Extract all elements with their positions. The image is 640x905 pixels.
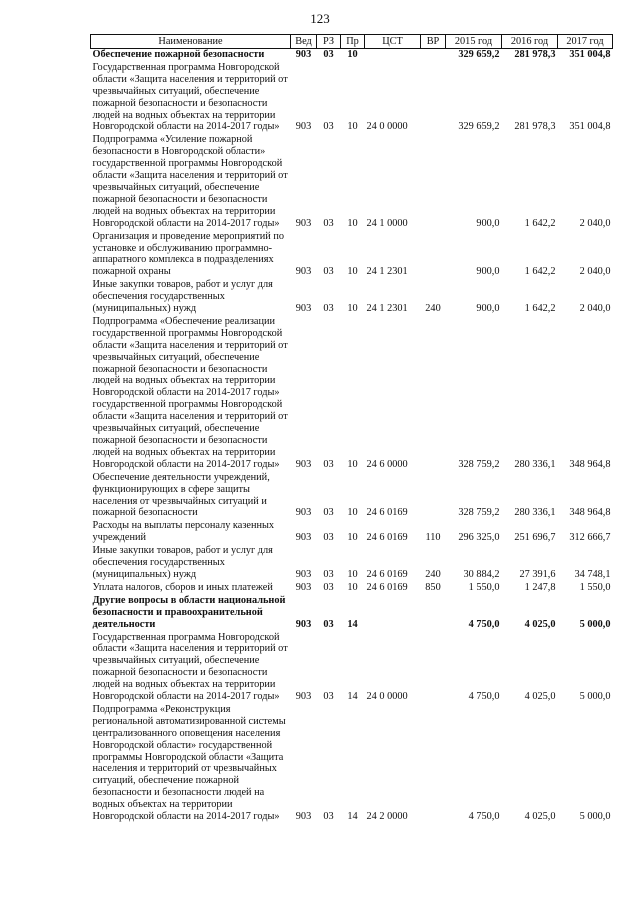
row-2016-cell: 1 642,2 [524,217,556,229]
row-vr-cell [421,472,446,521]
row-rz-cell: 03 [323,618,334,630]
row-cst-cell [365,49,421,62]
row-cst-cell: 24 1 0000 [366,217,408,229]
row-rz-cell: 03 [323,217,334,229]
table-row [91,704,613,824]
row-rz-cell: 03 [323,458,334,470]
row-2017-cell: 351 004,8 [569,49,611,60]
row-2016-cell: 281 978,3 [514,49,556,60]
row-pr-cell: 14 [347,618,358,630]
row-2016-cell: 1 642,2 [524,303,556,315]
row-2015-cell: 329 659,2 [458,49,500,60]
row-cst-cell: 24 6 0169 [366,581,408,593]
row-2015-cell: 328 759,2 [458,507,500,519]
row-ved-cell: 903 [295,217,312,229]
row-2015-cell: 4 750,0 [468,811,500,823]
column-header-name: Наименование [91,35,291,49]
row-vr-cell [421,316,446,472]
row-ved-cell: 903 [295,458,312,470]
row-2015-cell: 329 659,2 [458,121,500,133]
row-rz-cell: 03 [323,811,334,823]
row-rz-cell: 03 [323,303,334,315]
row-name-cell: Государственная программа Новгородской области «Защита населения и территорий от чрезвычайных ситуаций, обеспечение пожарной безопасности и безопасности людей на водных объектах на территории Новгородской области на 2014-2017 годы» [92,631,288,703]
row-vr-cell [421,632,446,704]
row-2015-cell: 4 750,0 [468,691,500,703]
row-name-cell: Другие вопросы в области национальной безопасности и правоохранительной деятельности [92,594,286,630]
row-vr-cell: 240 [425,568,441,580]
row-ved-cell: 903 [295,507,312,519]
row-ved-cell: 903 [295,618,312,630]
table-row [91,134,613,230]
row-2017-cell: 348 964,8 [569,458,611,470]
row-2017-cell: 5 000,0 [579,691,611,703]
column-header-cst: ЦСТ [365,35,421,49]
row-rz-cell: 03 [323,532,334,544]
row-2017-cell: 2 040,0 [579,217,611,229]
row-ved-cell: 903 [295,581,312,593]
row-rz-cell: 03 [323,266,334,278]
row-rz-cell: 03 [323,568,334,580]
row-cst-cell: 24 6 0169 [366,507,408,519]
column-header-2016: 2016 год [502,35,558,49]
row-pr-cell: 10 [347,121,358,133]
row-cst-cell: 24 6 0169 [366,568,408,580]
row-2015-cell: 1 550,0 [468,581,500,593]
row-2015-cell: 900,0 [476,266,500,278]
row-2015-cell: 296 325,0 [458,532,500,544]
row-rz-cell: 03 [323,507,334,519]
row-2015-cell: 900,0 [476,217,500,229]
column-header-2015: 2015 год [446,35,502,49]
row-2015-cell: 4 750,0 [468,618,500,630]
row-ved-cell: 903 [295,121,312,133]
table-row [91,316,613,472]
row-pr-cell: 10 [347,217,358,229]
row-vr-cell [421,231,446,280]
row-2017-cell: 351 004,8 [569,121,611,133]
row-2015-cell: 30 884,2 [463,568,500,580]
row-2016-cell: 4 025,0 [524,618,556,630]
row-2017-cell: 5 000,0 [579,618,611,630]
table-row [91,49,613,62]
budget-table [90,34,613,824]
table-body [91,49,613,825]
row-pr-cell: 10 [347,49,358,60]
row-vr-cell [421,704,446,824]
row-rz-cell: 03 [323,49,334,60]
row-ved-cell: 903 [295,532,312,544]
row-name-cell: Расходы на выплаты персоналу казенных учреждений [92,520,275,544]
row-cst-cell: 24 1 2301 [366,303,408,315]
row-2017-cell: 34 748,1 [574,568,611,580]
row-name-cell: Подпрограмма «Усиление пожарной безопасности в Новгородской области» государственной программы Новгородской области «Защита населения и территорий от чрезвычайных ситуаций, обеспечение пожарной безопасности и безопасности людей на водных объектах на территории Новгородской области на 2014-2017 годы» [92,134,288,229]
table-row [91,62,613,134]
table-header-row [91,35,613,49]
column-header-vr: ВР [421,35,446,49]
row-name-cell: Организация и проведение мероприятий по установке и обслуживанию программно-аппаратного комплекса в подразделениях пожарной охраны [92,230,285,278]
row-2015-cell: 328 759,2 [458,458,500,470]
row-pr-cell: 10 [347,507,358,519]
table-row [91,632,613,704]
table-row [91,231,613,280]
row-ved-cell: 903 [295,303,312,315]
row-name-cell: Иные закупки товаров, работ и услуг для обеспечения государственных (муниципальных) нужд [92,279,273,315]
row-2017-cell: 1 550,0 [579,581,611,593]
row-pr-cell: 10 [347,303,358,315]
row-rz-cell: 03 [323,581,334,593]
table-row [91,279,613,316]
row-vr-cell [421,134,446,230]
row-2016-cell: 1 642,2 [524,266,556,278]
row-vr-cell [421,595,446,632]
row-2017-cell: 312 666,7 [569,532,611,544]
row-ved-cell: 903 [295,49,312,60]
row-2016-cell: 251 696,7 [514,532,556,544]
row-pr-cell: 10 [347,568,358,580]
row-ved-cell: 903 [295,568,312,580]
row-pr-cell: 10 [347,266,358,278]
table-row [91,545,613,582]
row-cst-cell: 24 0 0000 [366,121,408,133]
table-row [91,582,613,595]
row-name-cell: Обеспечение деятельности учреждений, функционирующих в сфере защиты населения от чрезвычайных ситуаций и пожарной безопасности [92,471,270,519]
row-cst-cell: 24 6 0169 [366,532,408,544]
row-name-cell: Подпрограмма «Обеспечение реализации государственной программы Новгородской области «Защита населения и территорий от чрезвычайных ситуаций, обеспечение пожарной безопасности и безопасности людей на водных объектах на территории Новгородской области на 2014-2017 годы» государственной программы Новгородской области «Защита населения и территорий от чрезвычайных ситуаций, обеспечение пожарной безопасности и безопасности людей на водных объектах на территории Новгородской области на 2014-2017 годы» [92,315,288,470]
row-2016-cell: 280 336,1 [514,507,556,519]
row-2016-cell: 4 025,0 [524,811,556,823]
row-cst-cell [365,595,421,632]
row-ved-cell: 903 [295,811,312,823]
row-name-cell: Подпрограмма «Реконструкция региональной автоматизированной системы централизованного оповещения населения Новгородской области» государственной программы Новгородской области «Защита населения и территорий от чрезвычайных ситуаций, обеспечение пожарной безопасности и безопасности людей на водных объектах на территории Новгородской области на 2014-2017 годы» [92,703,286,823]
row-2017-cell: 2 040,0 [579,303,611,315]
row-2016-cell: 4 025,0 [524,691,556,703]
column-header-2017: 2017 год [558,35,613,49]
row-pr-cell: 10 [347,532,358,544]
row-2016-cell: 1 247,8 [524,581,556,593]
page-number: 123 [310,11,330,26]
row-name-cell: Обеспечение пожарной безопасности [92,49,265,60]
row-cst-cell: 24 6 0000 [366,458,408,470]
row-vr-cell: 240 [425,303,441,315]
row-pr-cell: 14 [347,691,358,703]
row-pr-cell: 14 [347,811,358,823]
row-cst-cell: 24 1 2301 [366,266,408,278]
table-row [91,520,613,545]
row-cst-cell: 24 2 0000 [366,811,408,823]
row-ved-cell: 903 [295,691,312,703]
row-rz-cell: 03 [323,691,334,703]
row-vr-cell [421,62,446,134]
column-header-pr: Пр [341,35,365,49]
row-2017-cell: 5 000,0 [579,811,611,823]
row-pr-cell: 10 [347,581,358,593]
row-2016-cell: 27 391,6 [519,568,556,580]
row-name-cell: Государственная программа Новгородской области «Защита населения и территорий от чрезвычайных ситуаций, обеспечение пожарной безопасности и безопасности людей на водных объектах на территории Новгородской области на 2014-2017 годы» [92,61,288,133]
row-pr-cell: 10 [347,458,358,470]
row-2016-cell: 280 336,1 [514,458,556,470]
column-header-ved: Вед [291,35,317,49]
column-header-rz: РЗ [317,35,341,49]
row-vr-cell: 110 [425,532,441,544]
row-2016-cell: 281 978,3 [514,121,556,133]
row-ved-cell: 903 [295,266,312,278]
table-row [91,472,613,521]
row-cst-cell: 24 0 0000 [366,691,408,703]
row-vr-cell [421,49,446,62]
row-name-cell: Уплата налогов, сборов и иных платежей [92,581,273,593]
row-2017-cell: 2 040,0 [579,266,611,278]
row-rz-cell: 03 [323,121,334,133]
row-2017-cell: 348 964,8 [569,507,611,519]
row-2015-cell: 900,0 [476,303,500,315]
row-vr-cell: 850 [425,581,441,593]
row-name-cell: Иные закупки товаров, работ и услуг для обеспечения государственных (муниципальных) нужд [92,545,273,580]
table-row [91,595,613,632]
